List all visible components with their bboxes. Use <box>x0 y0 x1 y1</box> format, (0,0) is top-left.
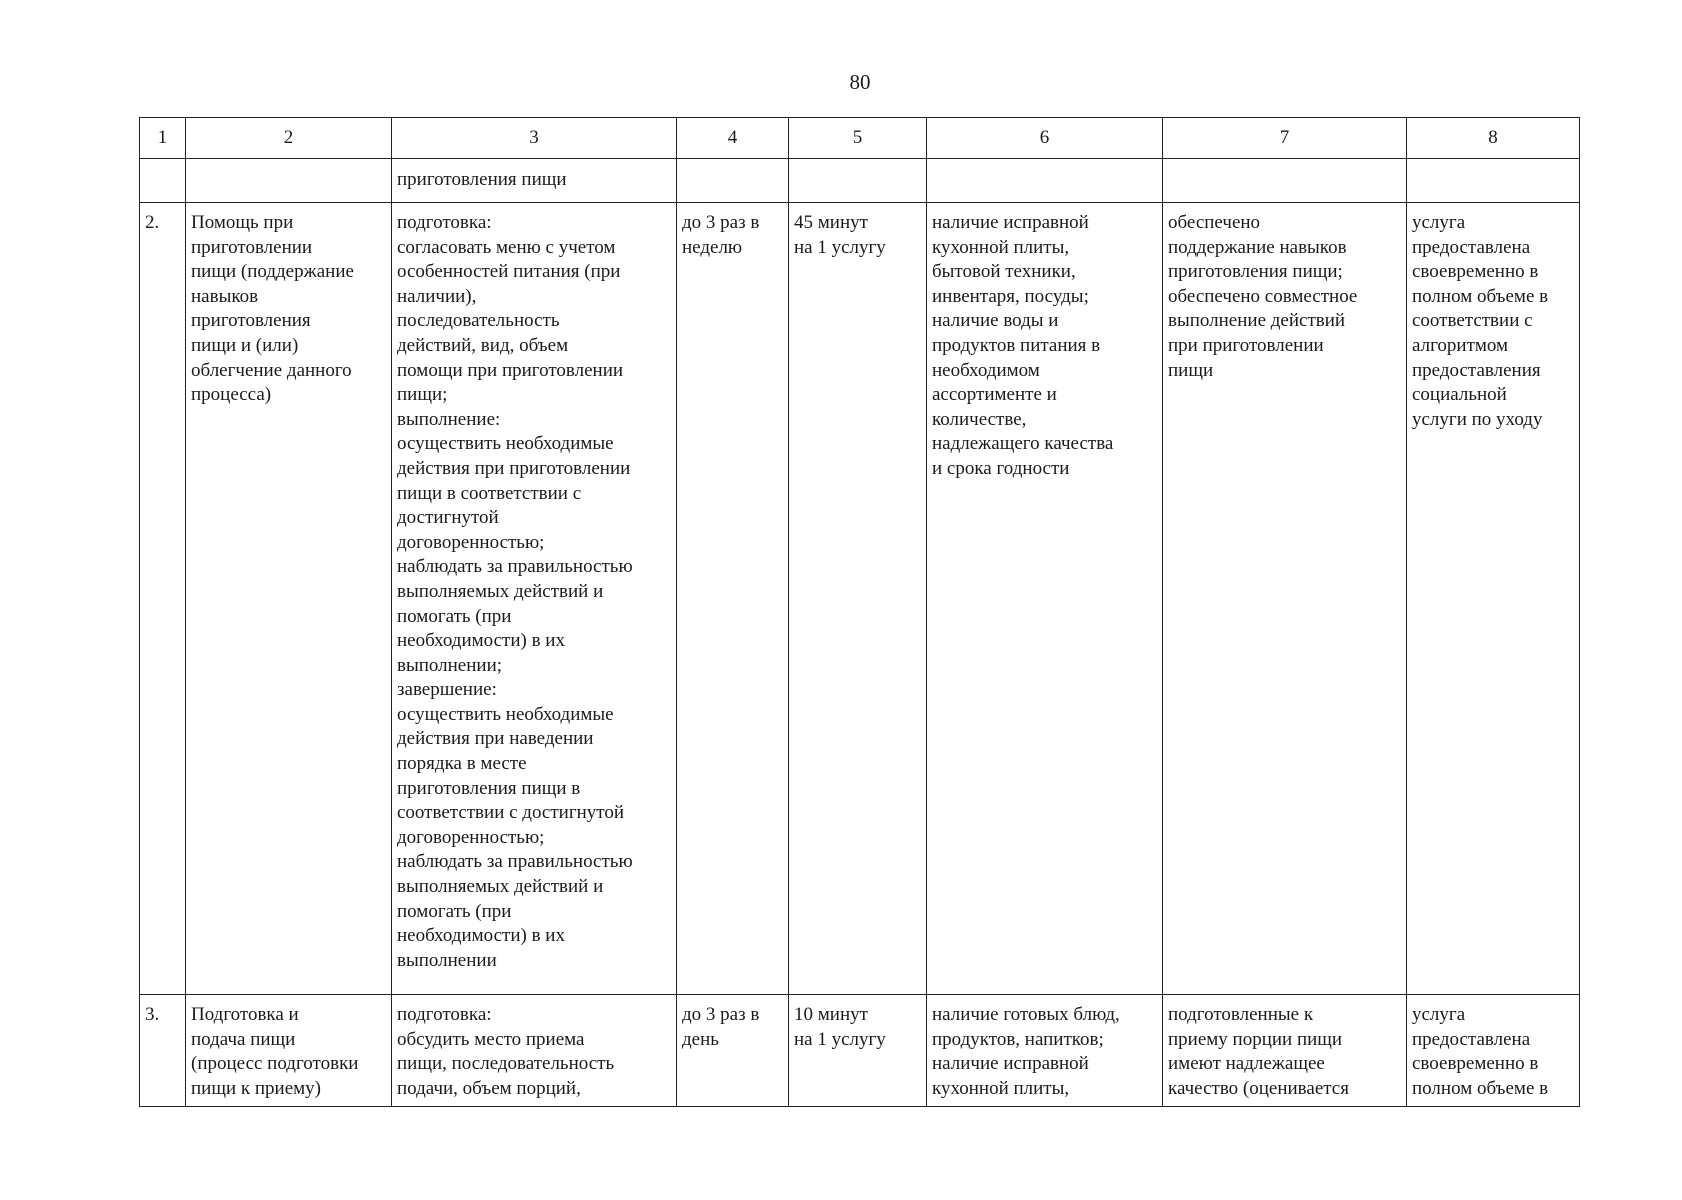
column-number-header: 1 <box>140 118 186 159</box>
column-number-header: 2 <box>186 118 392 159</box>
quality-indicator-cell: услуга предоставлена своевременно в полном объеме в <box>1407 995 1580 1107</box>
row-number-cell: 2. <box>140 203 186 995</box>
service-name-cell <box>186 159 392 203</box>
result-cell: подготовленные к приему порции пищи имеют надлежащее качество (оценивается <box>1163 995 1407 1107</box>
quality-indicator-cell: услуга предоставлена своевременно в полном объеме в соответствии с алгоритмом предоставления социальной услуги по уходу <box>1407 203 1580 995</box>
service-content-cell: подготовка: согласовать меню с учетом особенностей питания (при наличии), последовательность действий, вид, объем помощи при приготовлении пищи; выполнение: осуществить необходимые действия при приготовлении пищи в соответствии с достигнутой договоренностью; наблюдать за правильностью выполняемых действий и помогать (при необходимости) в их выполнении; завершение: осуществить необходимые действия при наведении порядка в месте приготовления пищи в соответствии с достигнутой договоренностью; наблюдать за правильностью выполняемых действий и помогать (при необходимости) в их выполнении <box>392 203 677 995</box>
table-row-continuation <box>140 159 1580 203</box>
page-number: 80 <box>849 70 871 94</box>
duration-cell: 45 минут на 1 услугу <box>789 203 927 995</box>
service-name-cell: Помощь при приготовлении пищи (поддержание навыков приготовления пищи и (или) облегчение данного процесса) <box>186 203 392 995</box>
duration-cell <box>789 159 927 203</box>
column-number-header-row <box>140 118 1580 159</box>
column-number-header: 7 <box>1163 118 1407 159</box>
row-number-cell: 3. <box>140 995 186 1107</box>
frequency-cell: до 3 раз в неделю <box>677 203 789 995</box>
column-number-header: 5 <box>789 118 927 159</box>
row-number-cell <box>140 159 186 203</box>
quality-indicator-cell <box>1407 159 1580 203</box>
frequency-cell: до 3 раз в день <box>677 995 789 1107</box>
service-content-cell: приготовления пищи <box>392 159 677 203</box>
result-cell <box>1163 159 1407 203</box>
column-number-header: 3 <box>392 118 677 159</box>
duration-cell: 10 минут на 1 услугу <box>789 995 927 1107</box>
table-row <box>140 203 1580 995</box>
frequency-cell <box>677 159 789 203</box>
column-number-header: 6 <box>927 118 1163 159</box>
conditions-cell: наличие готовых блюд, продуктов, напитков; наличие исправной кухонной плиты, <box>927 995 1163 1107</box>
column-number-header: 8 <box>1407 118 1580 159</box>
table-row <box>140 995 1580 1107</box>
services-table <box>139 117 1580 1107</box>
result-cell: обеспечено поддержание навыков приготовления пищи; обеспечено совместное выполнение действий при приготовлении пищи <box>1163 203 1407 995</box>
conditions-cell <box>927 159 1163 203</box>
service-content-cell: подготовка: обсудить место приема пищи, последовательность подачи, объем порций, <box>392 995 677 1107</box>
column-number-header: 4 <box>677 118 789 159</box>
service-name-cell: Подготовка и подача пищи (процесс подготовки пищи к приему) <box>186 995 392 1107</box>
conditions-cell: наличие исправной кухонной плиты, бытовой техники, инвентаря, посуды; наличие воды и продуктов питания в необходимом ассортименте и количестве, надлежащего качества и срока годности <box>927 203 1163 995</box>
